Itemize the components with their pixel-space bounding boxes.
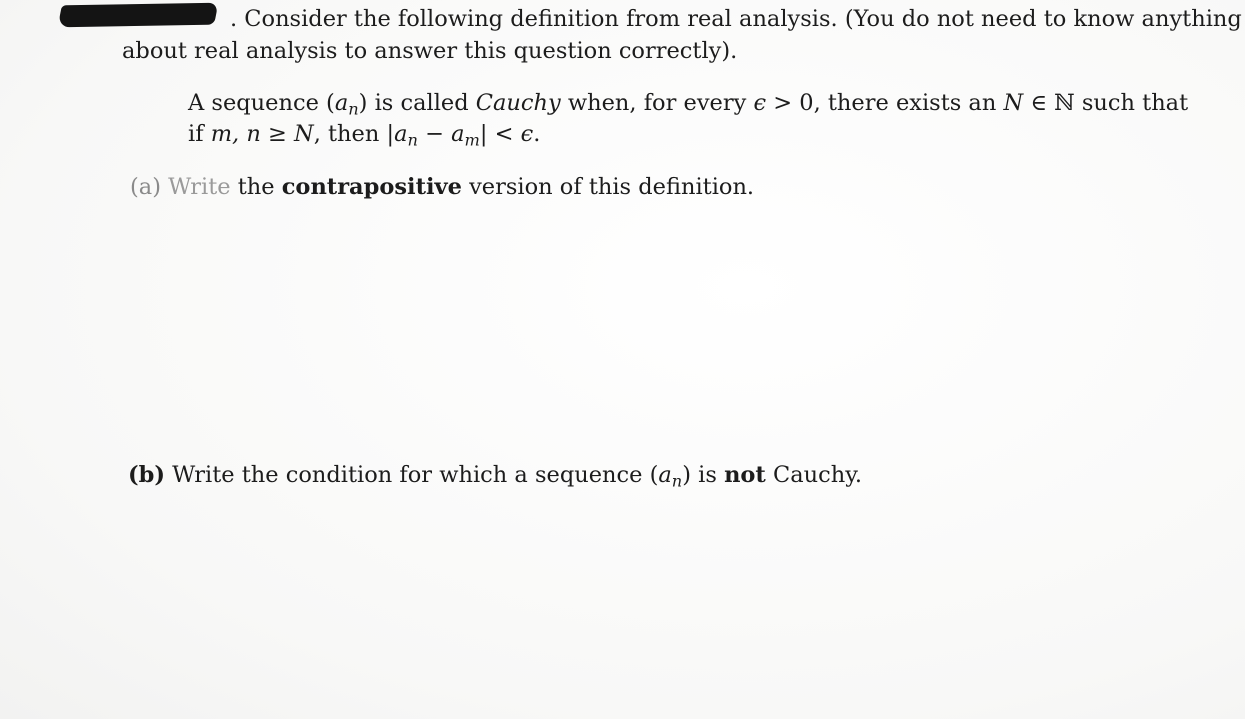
question-text-1: . Consider the following definition from real analysis. (You do not need to know anything <box>230 6 1242 32</box>
def-math-mn: m, n <box>210 121 261 147</box>
def-text: ) is called <box>358 90 476 116</box>
def-cauchy-term: Cauchy <box>475 90 561 116</box>
def-math-N: N <box>1003 90 1024 116</box>
part-b <box>128 462 862 495</box>
def-text: when, for every <box>560 90 754 116</box>
def-math-a: a <box>394 121 408 147</box>
def-text: if <box>188 121 211 147</box>
def-math-sub-n: n <box>407 130 418 150</box>
def-text: , then | <box>313 121 395 147</box>
def-math-epsilon: ϵ <box>753 90 767 116</box>
part-a-write: Write <box>168 174 231 200</box>
def-math-epsilon: ϵ <box>520 121 534 147</box>
part-b-bold-not: not <box>724 462 766 488</box>
def-math-N: N <box>294 121 314 147</box>
def-math-sub-m: m <box>464 130 480 150</box>
question-line-1 <box>230 6 1242 32</box>
def-text: − <box>417 121 452 147</box>
part-b-text: Cauchy. <box>765 462 863 488</box>
question-text-2: about real analysis to answer this question correctly). <box>122 38 738 64</box>
part-b-text: ) is <box>682 462 725 488</box>
redaction-mark <box>58 3 219 28</box>
def-text: > 0, there exists an <box>766 90 1004 116</box>
def-math-a: a <box>334 90 349 116</box>
part-b-math-a: a <box>658 462 672 488</box>
def-text: A sequence ( <box>188 90 335 116</box>
part-b-text: Write the condition for which a sequence ( <box>165 462 659 488</box>
definition-line-2 <box>188 121 540 154</box>
part-b-label: (b) <box>128 462 166 488</box>
def-math-a: a <box>451 121 465 147</box>
def-text: . <box>533 121 541 147</box>
def-text: ≥ <box>260 121 294 147</box>
def-text: ∈ ℕ such that <box>1023 90 1189 116</box>
def-math-sub-n: n <box>348 99 359 119</box>
def-text: | < <box>479 121 521 147</box>
part-a-text: version of this definition. <box>461 174 755 200</box>
part-b-math-sub-n: n <box>671 471 683 491</box>
part-a-label: (a) <box>130 174 161 200</box>
part-a-bold: contrapositive <box>281 174 462 200</box>
part-a-text: the <box>230 174 282 200</box>
definition-line-1 <box>188 90 1188 123</box>
question-line-2 <box>122 38 737 64</box>
part-a <box>130 174 754 200</box>
